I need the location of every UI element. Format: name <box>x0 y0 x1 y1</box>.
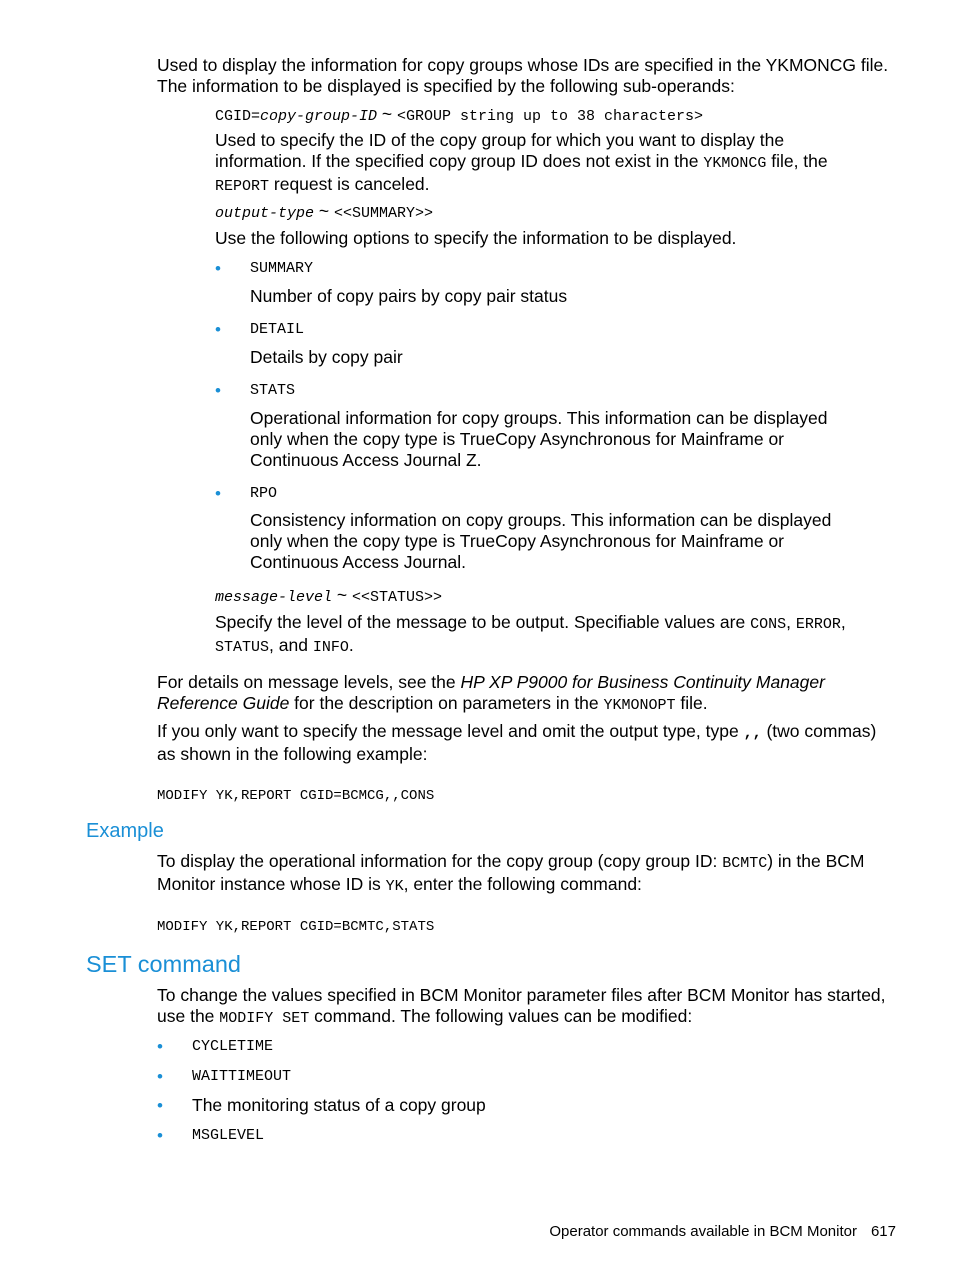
message-level-term <box>215 586 855 607</box>
cgid-tilde: ~ <box>377 104 397 124</box>
option-rpo-name: RPO <box>250 485 278 502</box>
example-text-1: To display the operational information for the copy group (copy group ID: <box>157 851 723 871</box>
bullet-icon: • <box>215 320 221 339</box>
bullet-icon: • <box>215 484 221 503</box>
level-value-info: INFO <box>312 639 349 656</box>
bullet-icon: • <box>215 259 221 278</box>
cgid-param: copy-group-ID <box>260 108 378 125</box>
level-sep: , <box>840 612 846 632</box>
commas-code: ,, <box>743 725 762 742</box>
message-level-param: message-level <box>215 589 333 606</box>
level-sep: , and <box>269 635 313 655</box>
cgid-value: <GROUP string up to 38 characters> <box>397 108 704 125</box>
message-level-tilde: ~ <box>332 585 352 605</box>
level-value-error: ERROR <box>795 616 841 633</box>
commas-text-1: If you only want to specify the message level and omit the output type, type <box>157 721 744 741</box>
cgid-desc-code-ykmoncg: YKMONCG <box>703 155 767 172</box>
bullet-icon: • <box>157 1126 163 1145</box>
cgid-description <box>215 130 855 197</box>
reference-guide-title: HP XP P9000 for Business Continuity Manager Reference Guide <box>157 672 825 713</box>
option-detail-name: DETAIL <box>250 321 305 338</box>
page-number: 617 <box>870 1223 896 1240</box>
output-type-tilde: ~ <box>314 201 334 221</box>
example-text-2: ) in the BCM Monitor instance whose ID is <box>157 851 865 894</box>
message-level-desc-text: Specify the level of the message to be output. Specifiable values are <box>215 612 751 632</box>
option-detail-desc: Details by copy pair <box>250 347 403 367</box>
details-paragraph <box>157 672 897 716</box>
level-end: . <box>348 635 354 655</box>
details-text-3: file. <box>675 693 708 713</box>
option-summary-desc: Number of copy pairs by copy pair status <box>250 286 568 306</box>
set-paragraph <box>157 985 897 1029</box>
set-item-waittimeout: WAITTIMEOUT <box>192 1068 292 1085</box>
level-value-status: STATUS <box>215 639 270 656</box>
bullet-icon: • <box>157 1067 163 1086</box>
cgid-term <box>215 105 855 126</box>
set-command-heading: SET command <box>86 951 241 977</box>
intro-paragraph: Used to display the information for copy groups whose IDs are specified in the YKMONCG file. The information to be displayed is specified by the following sub-operands: <box>157 55 889 96</box>
set-text-1: To change the values specified in BCM Monitor parameter files after BCM Monitor has started, use the <box>157 985 886 1026</box>
cgid-desc-code-report: REPORT <box>215 178 270 195</box>
details-code-ykmonopt: YKMONOPT <box>603 697 676 714</box>
code-example-modify-report-stats: MODIFY YK,REPORT CGID=BCMTC,STATS <box>157 919 435 935</box>
level-sep: , <box>786 612 796 632</box>
message-level-description <box>215 612 855 658</box>
page-footer <box>549 1222 896 1242</box>
output-type-value: <<SUMMARY>> <box>333 205 434 222</box>
example-code-bcmtc: BCMTC <box>722 855 768 872</box>
set-item-msglevel: MSGLEVEL <box>192 1127 265 1144</box>
output-type-description: Use the following options to specify the information to be displayed. <box>215 228 737 248</box>
example-paragraph <box>157 851 897 897</box>
option-summary-name: SUMMARY <box>250 260 314 277</box>
output-type-term <box>215 202 855 223</box>
option-stats-desc: Operational information for copy groups. This information can be displayed only when the copy type is TrueCopy Asynchronous for Mainframe or Continuous Access Journal Z. <box>250 408 828 470</box>
set-code-modify-set: MODIFY SET <box>219 1010 310 1027</box>
example-code-yk: YK <box>385 878 404 895</box>
set-text-2: command. The following values can be modified: <box>309 1006 693 1026</box>
example-text-3: , enter the following command: <box>403 874 642 894</box>
code-example-modify-report-cons: MODIFY YK,REPORT CGID=BCMCG,,CONS <box>157 788 435 804</box>
option-stats-name: STATS <box>250 382 296 399</box>
details-text-1: For details on message levels, see the <box>157 672 461 692</box>
bullet-icon: • <box>215 381 221 400</box>
option-rpo-desc: Consistency information on copy groups. This information can be displayed only when the copy type is TrueCopy Asynchronous for Mainframe or Continuous Access Journal. <box>250 510 832 572</box>
example-heading: Example <box>86 820 164 842</box>
bullet-icon: • <box>157 1096 163 1115</box>
commas-text-2: (two commas) as shown in the following example: <box>157 721 877 764</box>
details-text-2: for the description on parameters in the <box>289 693 604 713</box>
set-item-monitoring-status: The monitoring status of a copy group <box>192 1095 486 1115</box>
output-type-param: output-type <box>215 205 315 222</box>
level-value-cons: CONS <box>750 616 787 633</box>
message-level-value: <<STATUS>> <box>351 589 442 606</box>
bullet-icon: • <box>157 1037 163 1056</box>
footer-title: Operator commands available in BCM Monitor <box>549 1223 857 1240</box>
cgid-desc-text-2: file, the <box>766 151 828 171</box>
commas-paragraph <box>157 721 897 765</box>
cgid-keyword: CGID= <box>215 108 261 125</box>
cgid-desc-text-1: Used to specify the ID of the copy group for which you want to display the information. If the specified copy group ID does not exist in the <box>215 130 785 171</box>
cgid-desc-text-3: request is canceled. <box>269 174 430 194</box>
set-item-cycletime: CYCLETIME <box>192 1038 274 1055</box>
